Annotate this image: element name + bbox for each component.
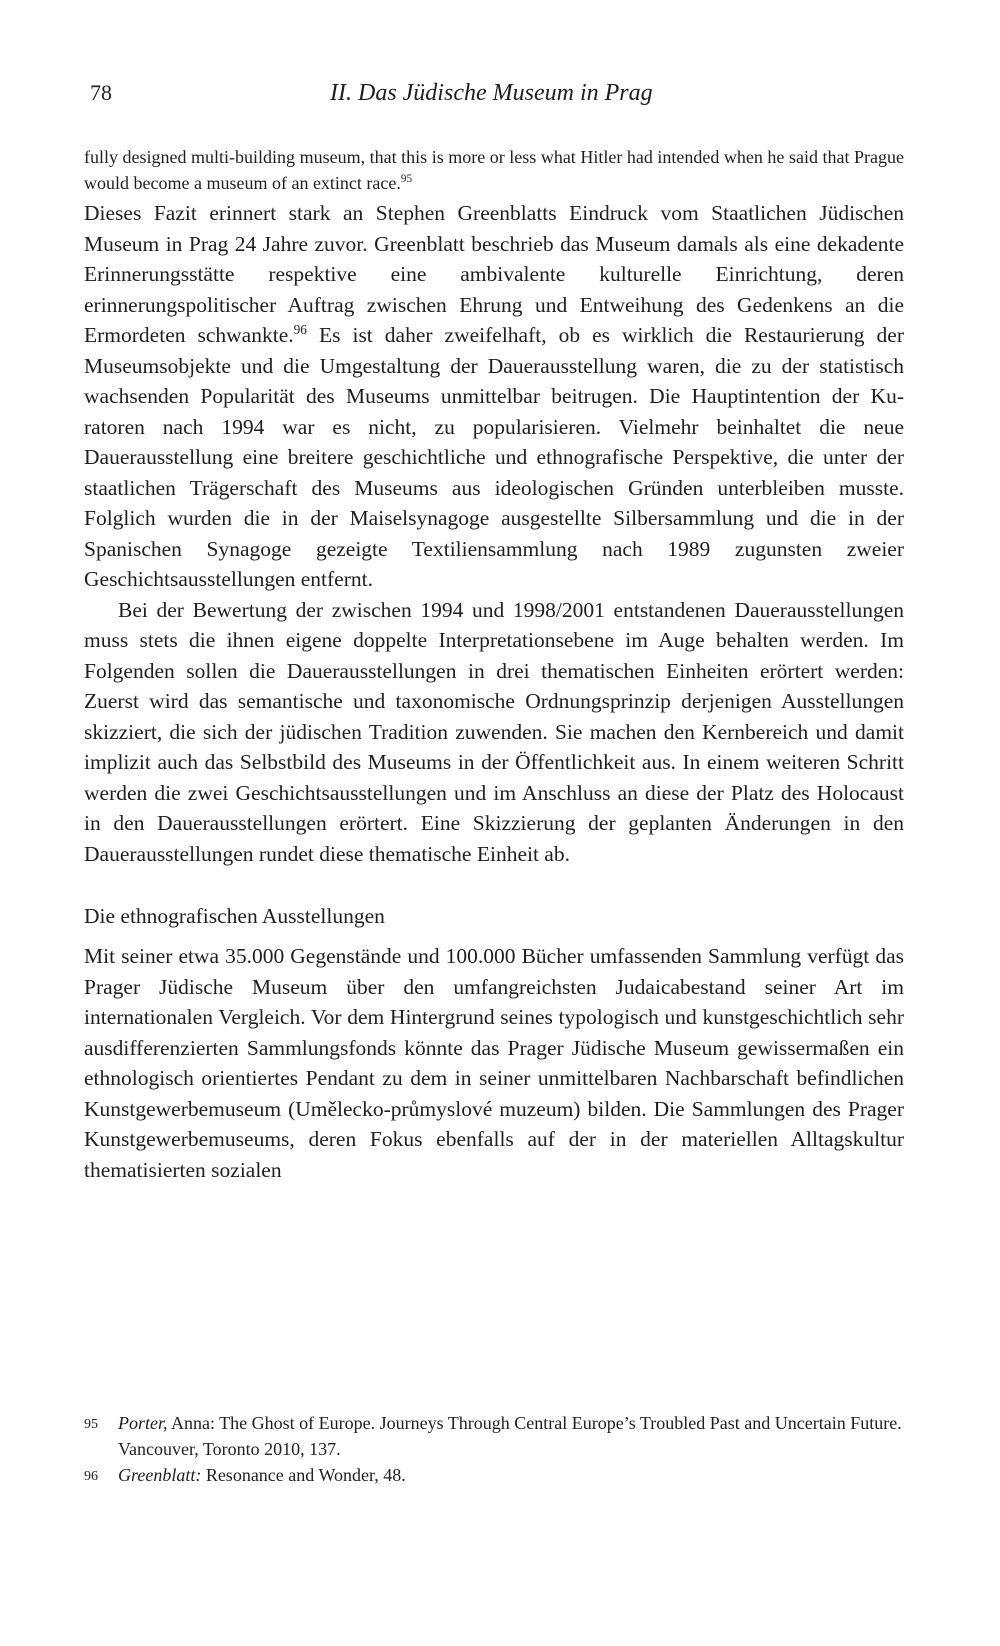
footnote-author: Porter, (118, 1413, 168, 1433)
block-quote (84, 144, 904, 196)
running-head (90, 80, 905, 120)
paragraph-1-part-2: Es ist daher zweifelhaft, ob es wirklich die Restaurierung der Museumsobjekte und die Umgestaltung der Dauerausstellung waren, die zu der statistisch wachsenden Popularität des Museums unmittelbar beitrugen. Die Hauptintention der Kuratoren nach 1994 war es nicht, zu popularisieren. Vielmehr beinhaltet die neue Dauerausstellung eine breitere geschichtliche und ethnografische Perspektive, die unter der staatlichen Trägerschaft des Museums aus ideologischen Gründen unterbleiben musste. Folglich wurden die in der Maiselsynagoge ausgestellte Silbersammlung und die in der Spanischen Synagoge gezeigte Textiliensammlung nach 1989 zugunsten zweier Geschichtsausstellungen entfernt. (84, 323, 905, 591)
footnote-number: 96 (84, 1469, 98, 1484)
chapter-title: II. Das Jüdische Museum in Prag (330, 80, 653, 106)
footnote-text (118, 1410, 904, 1462)
paragraph-1 (84, 198, 904, 595)
page-number: 78 (90, 80, 112, 105)
footnotes (84, 1410, 904, 1490)
footnote-citation: Anna: The Ghost of Europe. Journeys Through Central Europe’s Troubled Past and Uncertain Future. Vancouver, Toronto 2010, 137. (118, 1413, 902, 1459)
footnote-96 (84, 1462, 904, 1490)
paragraph-1-part-1: Dieses Fazit erinnert stark an Stephen Greenblatts Eindruck vom Staatlichen Jüdischen Museum in Prag 24 Jahre zuvor. Greenblatt beschrieb das Museum damals als eine dekadente Erinnerungsstätte respektive eine ambivalente kulturelle Einrichtung, deren erinnerungspolitischer Auftrag zwischen Ehrung und Entweihung des Gedenkens an die Ermordeten schwankte. (84, 201, 904, 347)
main-text (84, 144, 904, 1185)
footnote-95 (84, 1410, 904, 1462)
footnote-author: Greenblatt: (118, 1465, 202, 1485)
footnote-number: 95 (84, 1417, 98, 1432)
section-paragraph: Mit seiner etwa 35.000 Gegenstände und 100.000 Bücher umfassenden Sammlung verfügt das Prager Jüdische Museum über den umfangreichsten Judaicabestand seiner Art im internationalen Vergleich. Vor dem Hintergrund seines typologisch und kunstgeschichtlich sehr ausdifferenzierten Sammlungsfonds könnte das Prager Jüdische Museum gewissermaßen ein ethnologisch orientiertes Pendant zu dem in seiner unmittelbaren Nachbarschaft befindlichen Kunstgewerbemuseum (Umělecko-průmyslové muzeum) bilden. Die Sammlungen des Prager Kunstgewerbemuseums, deren Fokus ebenfalls auf der in der materiellen Alltagskultur thematisierten sozialen (84, 944, 904, 1182)
section-heading: Die ethnografischen Ausstellungen (84, 904, 385, 928)
footnote-text (118, 1462, 904, 1490)
footnote-ref-96: 96 (293, 321, 307, 337)
paragraph-2: Bei der Bewertung der zwischen 1994 und 1998/2001 entstandenen Dauerausstellungen muss stets die ihnen eigene doppelte Interpretationsebene im Auge behalten werden. Im Folgenden sollen die Dauerausstellungen in drei thematischen Einheiten erörtert werden: Zuerst wird das semantische und taxonomische Ordnungsprinzip derjenigen Ausstellungen skizziert, die sich der jüdischen Tradition zuwenden. Sie machen den Kernbereich und damit implizit auch das Selbstbild des Museums in der Öffentlichkeit aus. In einem weiteren Schritt werden die zwei Geschichtsausstellungen und im Anschluss an diese der Platz des Holocaust in den Dauerausstellungen erörtert. Eine Skizzierung der geplanten Änderungen in den Dauerausstellungen rundet diese thematische Einheit ab. (84, 597, 904, 866)
footnote-citation: Resonance and Wonder, 48. (201, 1465, 406, 1485)
footnote-ref-95: 95 (400, 173, 413, 185)
quote-text: fully designed multi-building museum, that this is more or less what Hitler had intended when he said that Prague would become a museum of an extinct race. (84, 147, 904, 193)
